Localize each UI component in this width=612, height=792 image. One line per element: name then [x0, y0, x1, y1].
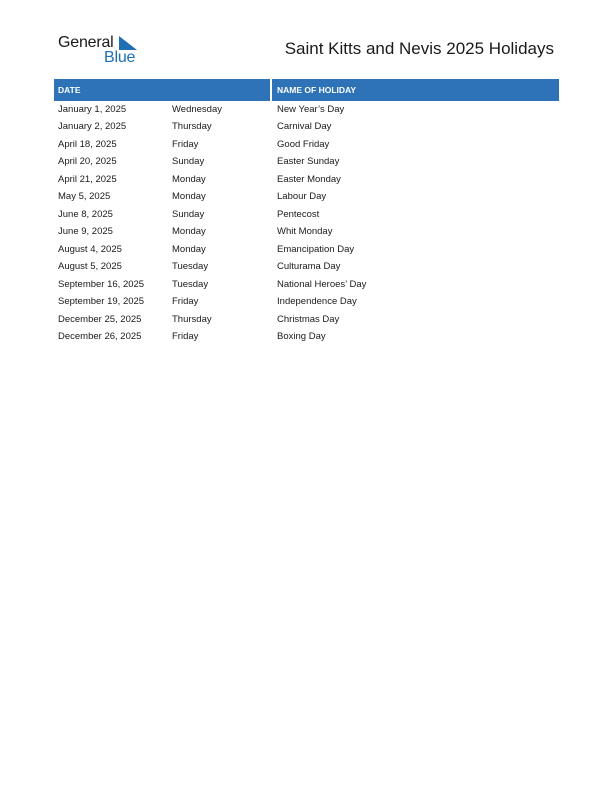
cell-date: April 18, 2025	[58, 138, 117, 150]
table-row	[54, 101, 559, 119]
cell-weekday: Tuesday	[172, 278, 209, 290]
cell-holiday-name: Easter Monday	[277, 173, 341, 185]
cell-holiday-name: Independence Day	[277, 296, 357, 308]
logo-text-general: General	[58, 34, 114, 51]
cell-holiday-name: Easter Sunday	[277, 156, 340, 168]
cell-holiday-name: Whit Monday	[277, 226, 333, 238]
table-row	[54, 329, 559, 347]
cell-weekday: Friday	[172, 296, 199, 308]
logo-text-blue: Blue	[104, 49, 136, 66]
cell-holiday-name: Boxing Day	[277, 331, 326, 343]
cell-date: June 9, 2025	[58, 226, 113, 238]
table-row	[54, 241, 559, 259]
cell-date: September 19, 2025	[58, 296, 145, 308]
cell-holiday-name: Carnival Day	[277, 121, 332, 133]
cell-date: May 5, 2025	[58, 191, 111, 203]
cell-date: June 8, 2025	[58, 208, 113, 220]
table-body	[54, 101, 559, 346]
table-row	[54, 189, 559, 207]
cell-weekday: Thursday	[172, 121, 212, 133]
table-row	[54, 136, 559, 154]
cell-weekday: Sunday	[172, 208, 205, 220]
table-row	[54, 224, 559, 242]
cell-weekday: Friday	[172, 331, 199, 343]
generalblue-logo	[58, 34, 148, 68]
cell-weekday: Monday	[172, 173, 206, 185]
cell-holiday-name: Christmas Day	[277, 313, 340, 325]
cell-holiday-name: Culturama Day	[277, 261, 341, 273]
column-header-date: DATE	[54, 79, 270, 101]
cell-weekday: Friday	[172, 138, 199, 150]
cell-holiday-name: Labour Day	[277, 191, 327, 203]
holidays-table	[54, 79, 559, 346]
cell-holiday-name: Emancipation Day	[277, 243, 355, 255]
cell-weekday: Wednesday	[172, 103, 222, 115]
cell-holiday-name: Pentecost	[277, 208, 320, 220]
table-row	[54, 276, 559, 294]
cell-holiday-name: New Year’s Day	[277, 103, 345, 115]
table-row	[54, 294, 559, 312]
cell-weekday: Thursday	[172, 313, 212, 325]
cell-date: August 5, 2025	[58, 261, 122, 273]
cell-weekday: Monday	[172, 226, 206, 238]
table-row	[54, 259, 559, 277]
cell-date: January 1, 2025	[58, 103, 127, 115]
cell-date: April 20, 2025	[58, 156, 117, 168]
cell-holiday-name: Good Friday	[277, 138, 330, 150]
logo-triangle-icon	[119, 36, 137, 50]
cell-weekday: Monday	[172, 191, 206, 203]
cell-date: January 2, 2025	[58, 121, 127, 133]
cell-date: December 26, 2025	[58, 331, 142, 343]
cell-date: August 4, 2025	[58, 243, 122, 255]
table-row	[54, 119, 559, 137]
table-row	[54, 154, 559, 172]
table-row	[54, 206, 559, 224]
cell-weekday: Sunday	[172, 156, 205, 168]
cell-weekday: Monday	[172, 243, 206, 255]
cell-date: April 21, 2025	[58, 173, 117, 185]
table-row	[54, 311, 559, 329]
cell-date: September 16, 2025	[58, 278, 145, 290]
table-row	[54, 171, 559, 189]
cell-weekday: Tuesday	[172, 261, 209, 273]
header-row	[54, 79, 559, 101]
cell-date: December 25, 2025	[58, 313, 142, 325]
column-header-holiday-name: NAME OF HOLIDAY	[270, 79, 559, 101]
table-header	[54, 79, 559, 101]
cell-holiday-name: National Heroes’ Day	[277, 278, 367, 290]
page-title: Saint Kitts and Nevis 2025 Holidays	[284, 39, 554, 58]
